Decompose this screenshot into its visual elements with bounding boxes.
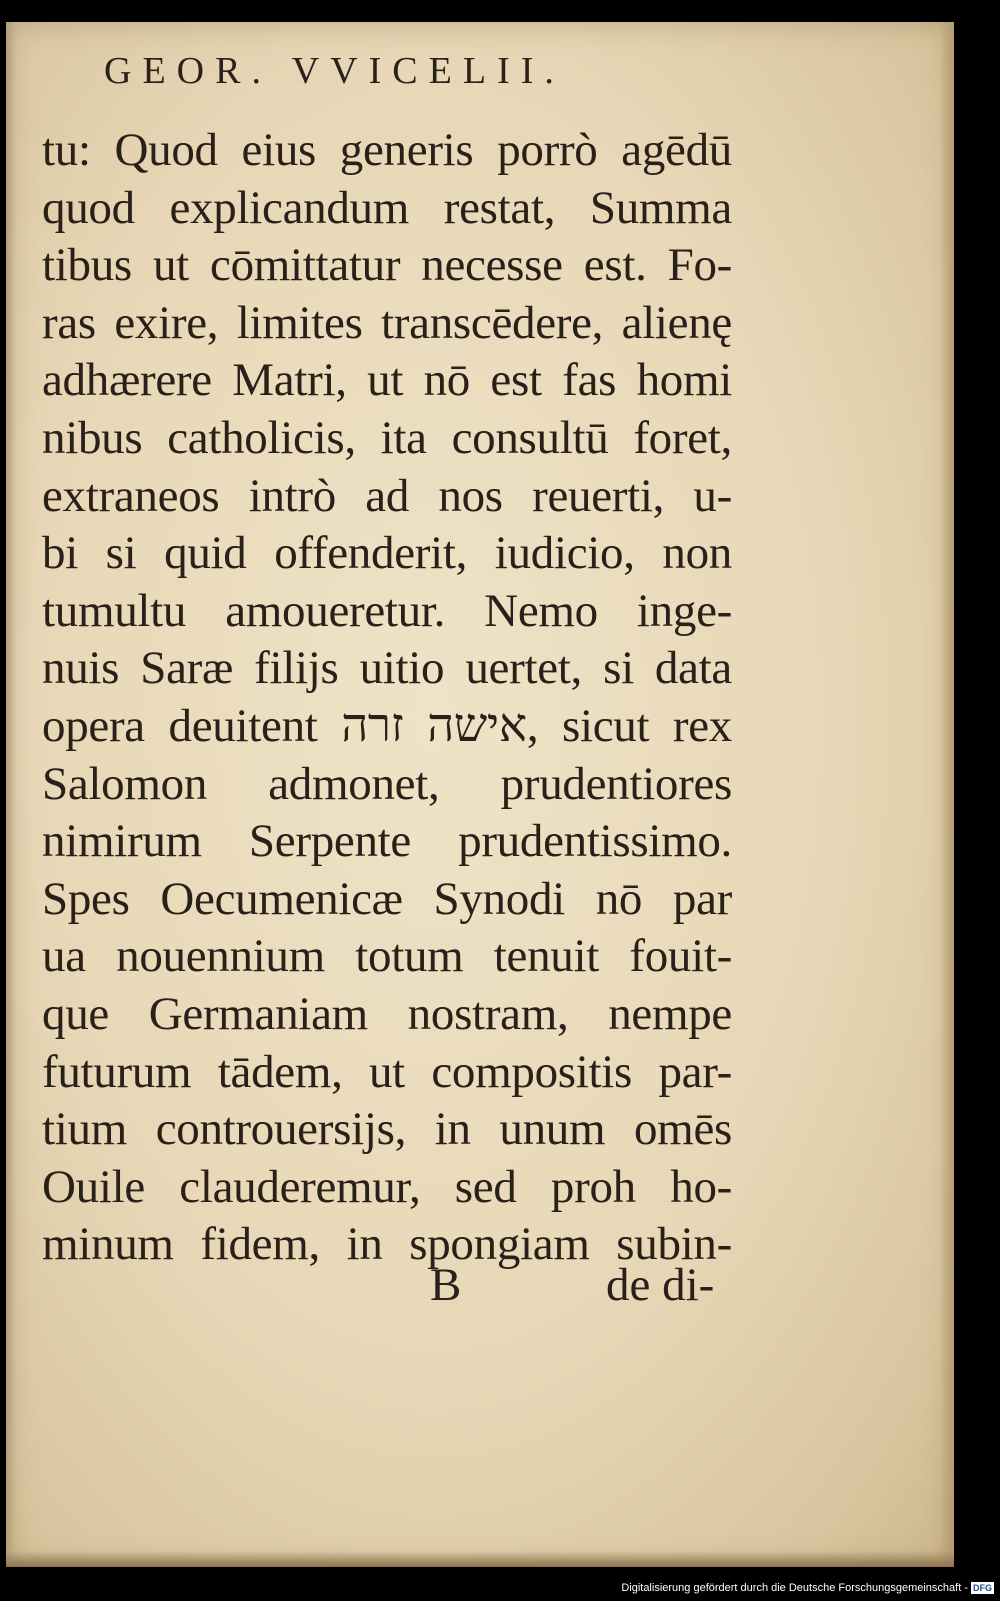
text-line: Ouile clauderemur, sed proh ho-	[42, 1160, 732, 1213]
text-line: minum fidem, in spongiam subin-	[42, 1218, 732, 1271]
text-line: futurum tādem, ut compositis par-	[42, 1045, 732, 1098]
text-line: nimirum Serpente prudentissimo.	[42, 815, 732, 868]
text-line: tu: Quod eius generis porrò agēdū	[42, 124, 732, 176]
running-head: GEOR. VVICELII.	[104, 50, 565, 92]
text-line: nibus catholicis, ita consultū foret,	[42, 411, 732, 464]
text-line: Salomon admonet, prudentiores	[42, 757, 732, 810]
text-line: bi si quid offenderit, iudicio, non	[42, 527, 732, 580]
page-edge-right	[940, 22, 954, 1567]
text-line: adhærere Matri, ut nō est fas homi	[42, 354, 732, 407]
footer-credit-text: Digitalisierung gefördert durch die Deutsche Forschungsgemeinschaft -	[621, 1582, 968, 1594]
page-edge-bottom	[6, 1551, 954, 1567]
text-line: tibus ut cōmittatur necesse est. Fo-	[42, 239, 732, 292]
page-edge-left	[6, 22, 16, 1567]
text-line: nuis Saræ filijs uitio uertet, si data	[42, 642, 732, 695]
text-line: Spes Oecumenicæ Synodi nō par	[42, 872, 732, 925]
signature-mark: B	[430, 1259, 462, 1311]
text-line: ua nouennium totum tenuit fouit-	[42, 930, 732, 983]
text-line: ras exire, limites transcēdere, alienę	[42, 296, 732, 349]
text-line: que Germaniam nostram, nempe	[42, 987, 732, 1040]
text-line: tium controuersijs, in unum omēs	[42, 1103, 732, 1156]
text-line: quod explicandum restat, Summa	[42, 181, 732, 234]
text-line: tumultu amoueretur. Nemo inge-	[42, 584, 732, 637]
catchword: de di-	[606, 1259, 715, 1311]
footer-credit	[621, 1582, 994, 1594]
dfg-logo: DFG	[973, 1583, 992, 1594]
text-block	[42, 122, 732, 1274]
text-line: opera deuitent אישה זרה, sicut rex	[42, 699, 732, 752]
text-line: extraneos intrò ad nos reuerti, u-	[42, 469, 732, 522]
